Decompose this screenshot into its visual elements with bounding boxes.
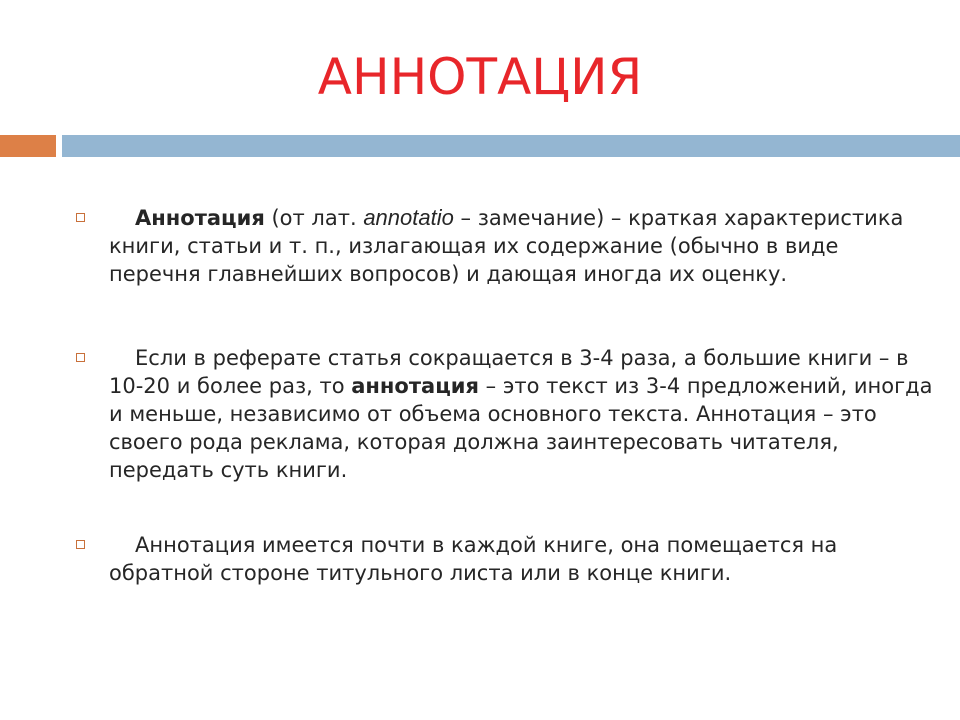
bullet-item — [76, 531, 936, 587]
bullet-item — [76, 344, 936, 484]
accent-bar-left — [0, 135, 56, 157]
bullet-text: Аннотация имеется почти в каждой книге, она помещается на обратной стороне титульного листа или в конце книги. — [109, 533, 838, 585]
square-bullet-icon — [76, 353, 85, 362]
square-bullet-icon — [76, 540, 85, 549]
latin-word: annotatio — [363, 205, 454, 230]
accent-bar-right — [62, 135, 960, 157]
bullet-text: Если в реферате статья сокращается в 3-4 раза, а большие книги – в 10-20 и более раз, то — [109, 346, 909, 398]
bullet-text: (от лат. — [264, 206, 364, 230]
bullet-text: – замечание) – краткая характеристика книги, статьи и т. п., излагающая их содержание (обычно в виде перечня главнейших вопросов) и дающая иногда их оценку. — [109, 206, 904, 286]
bullet-list — [76, 204, 936, 587]
bullet-item — [76, 204, 936, 288]
term-annotation: аннотация — [351, 374, 479, 398]
slide-title: АННОТАЦИЯ — [317, 48, 643, 106]
term-annotation: Аннотация — [135, 206, 265, 230]
bullet-text: – это текст из 3-4 предложений, иногда и меньше, независимо от объема основного текста. Аннотация – это своего рода реклама, которая должна заинтересовать читателя, передать суть книги. — [109, 374, 933, 482]
square-bullet-icon — [76, 213, 85, 222]
